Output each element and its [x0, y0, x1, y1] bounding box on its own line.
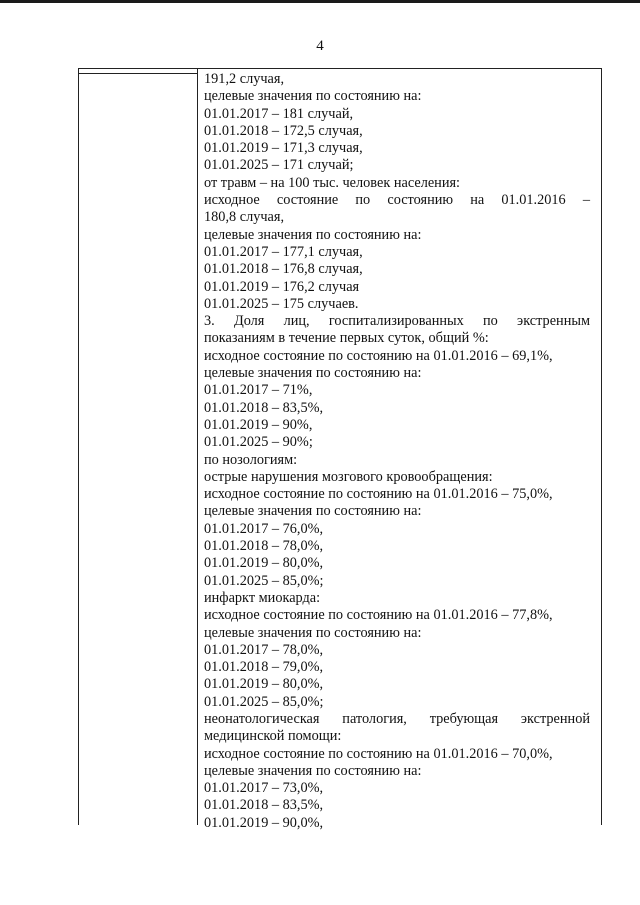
text-line: 01.01.2017 – 76,0%, [204, 520, 324, 537]
text-line: исходное состояние по состоянию на 01.01.2016 – 75,0%, [204, 486, 553, 503]
text-line: 01.01.2025 – 171 случай; [204, 157, 354, 174]
text-line: 01.01.2019 – 90,0%, [204, 814, 324, 831]
text-line: по нозологиям: [204, 451, 298, 468]
text-line: 180,8 случая, [204, 209, 285, 226]
text-line: 01.01.2019 – 80,0%, [204, 676, 324, 693]
text-line: 01.01.2019 – 80,0%, [204, 555, 324, 572]
document-table [78, 68, 602, 831]
text-line: 01.01.2019 – 90%, [204, 416, 313, 433]
text-line: целевые значения по состоянию на: [204, 624, 422, 641]
column-divider [197, 69, 198, 825]
text-line: 01.01.2019 – 176,2 случая [204, 278, 360, 295]
text-line: 01.01.2017 – 78,0%, [204, 641, 324, 658]
text-line: исходное состояние по состоянию на 01.01.2016 – [204, 192, 590, 209]
text-line: 3. Доля лиц, госпитализированных по экстренным [204, 313, 590, 330]
text-line: острые нарушения мозгового кровообращения: [204, 468, 493, 485]
text-line: целевые значения по состоянию на: [204, 365, 422, 382]
text-line: 01.01.2018 – 176,8 случая, [204, 261, 363, 278]
text-line: целевые значения по состоянию на: [204, 503, 422, 520]
text-line: медицинской помощи: [204, 728, 342, 745]
text-line: 01.01.2018 – 83,5%, [204, 797, 324, 814]
text-line: 01.01.2017 – 73,0%, [204, 780, 324, 797]
text-line: 01.01.2017 – 177,1 случая, [204, 243, 363, 260]
left-cell-top-rule [79, 73, 197, 74]
text-line: исходное состояние по состоянию на 01.01.2016 – 69,1%, [204, 347, 553, 364]
right-cell-text [204, 71, 590, 832]
text-line: 01.01.2017 – 71%, [204, 382, 313, 399]
text-line: 01.01.2018 – 78,0%, [204, 538, 324, 555]
text-line: неонатологическая патология, требующая экстренной [204, 710, 590, 727]
text-line: целевые значения по состоянию на: [204, 226, 422, 243]
page-number: 4 [316, 38, 324, 54]
text-line: показаниям в течение первых суток, общий %: [204, 330, 489, 347]
top-border-line [0, 0, 640, 3]
text-line: 01.01.2017 – 181 случай, [204, 105, 354, 122]
text-line: 01.01.2025 – 85,0%; [204, 572, 324, 589]
text-line: 191,2 случая, [204, 71, 285, 87]
text-line: 01.01.2018 – 172,5 случая, [204, 122, 363, 139]
text-line: целевые значения по состоянию на: [204, 88, 422, 105]
text-line: исходное состояние по состоянию на 01.01.2016 – 77,8%, [204, 607, 553, 624]
text-line: 01.01.2025 – 85,0%; [204, 693, 324, 710]
text-line: исходное состояние по состоянию на 01.01.2016 – 70,0%, [204, 745, 553, 762]
text-line: 01.01.2018 – 79,0%, [204, 659, 324, 676]
text-line: 01.01.2025 – 90%; [204, 434, 313, 451]
text-line: инфаркт миокарда: [204, 589, 321, 606]
text-line: целевые значения по состоянию на: [204, 762, 422, 779]
text-line: 01.01.2025 – 175 случаев. [204, 295, 359, 312]
text-line: от травм – на 100 тыс. человек населения: [204, 174, 461, 191]
text-line: 01.01.2018 – 83,5%, [204, 399, 324, 416]
text-line: 01.01.2019 – 171,3 случая, [204, 140, 363, 157]
